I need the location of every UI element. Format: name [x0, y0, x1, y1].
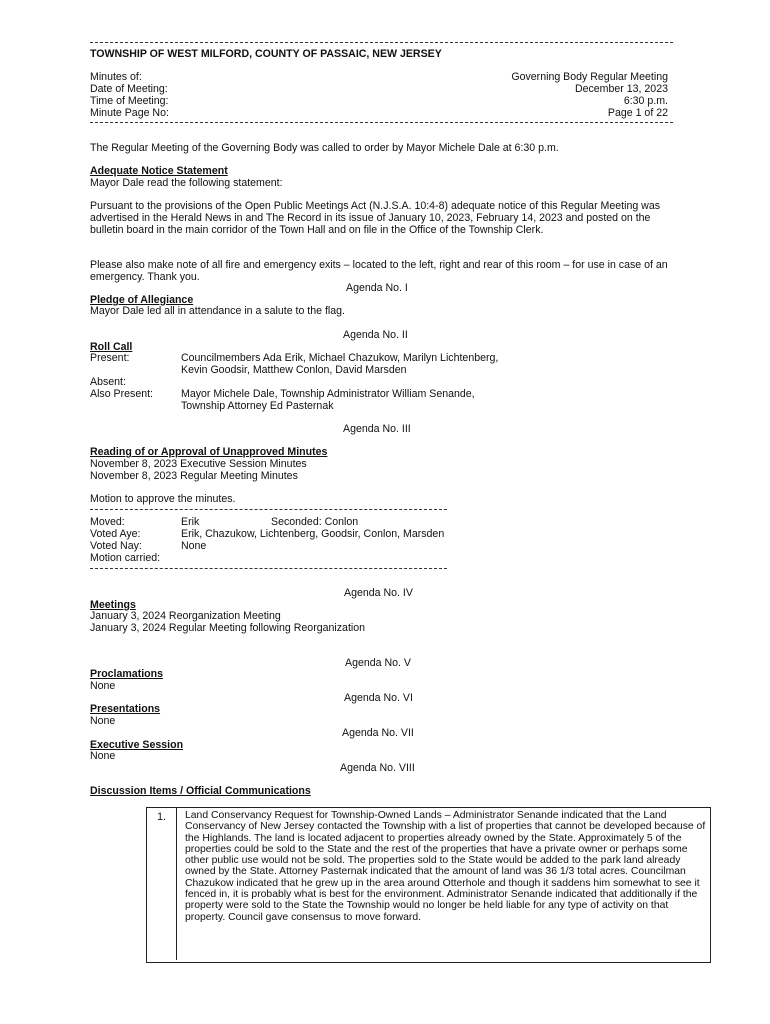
meetings-heading: Meetings	[90, 599, 136, 611]
divider-top	[90, 42, 673, 43]
roll-heading: Roll Call	[90, 341, 133, 353]
seconded-text: Seconded: Conlon	[271, 516, 359, 528]
document-title: TOWNSHIP OF WEST MILFORD, COUNTY OF PASSAIC, NEW JERSEY	[90, 48, 442, 60]
motion-text: Motion to approve the minutes.	[90, 493, 236, 505]
agenda-label-vi: Agenda No. VI	[344, 692, 413, 704]
presentations-text: None	[90, 715, 116, 727]
proclamations-text: None	[90, 680, 116, 692]
also-present-label: Also Present:	[90, 388, 154, 400]
voted-aye-value: Erik, Chazukow, Lichtenberg, Goodsir, Conlon, Marsden	[181, 528, 445, 540]
value-page: Page 1 of 22	[607, 107, 668, 119]
also-present-line-2: Township Attorney Ed Pasternak	[181, 400, 334, 412]
motion-divider-top	[90, 509, 447, 510]
value-minutes-of: Governing Body Regular Meeting	[511, 71, 668, 83]
minutes-line-1: November 8, 2023 Executive Session Minutes	[90, 458, 307, 470]
meetings-line-1: January 3, 2024 Reorganization Meeting	[90, 610, 281, 622]
label-page: Minute Page No:	[90, 107, 169, 119]
motion-divider-bottom	[90, 568, 447, 569]
present-line-2: Kevin Goodsir, Matthew Conlon, David Marsden	[181, 364, 407, 376]
meetings-line-2: January 3, 2024 Regular Meeting following Reorganization	[90, 622, 366, 634]
voted-aye-label: Voted Aye:	[90, 528, 141, 540]
moved-value: Erik	[181, 516, 200, 528]
executive-heading: Executive Session	[90, 739, 184, 751]
discussion-item-number: 1.	[147, 808, 177, 960]
agenda-label-v: Agenda No. V	[345, 657, 411, 669]
presentations-heading: Presentations	[90, 703, 161, 715]
agenda-label-viii: Agenda No. VIII	[340, 762, 415, 774]
discussion-heading: Discussion Items / Official Communications	[90, 785, 311, 797]
label-date: Date of Meeting:	[90, 83, 168, 95]
agenda-label-iii: Agenda No. III	[343, 423, 411, 435]
notice-heading: Adequate Notice Statement	[90, 165, 228, 177]
discussion-item-text: Land Conservancy Request for Township-Owned Lands – Administrator Senande indicated that the Land Conservancy of New Jersey contacted the Township with a list of properties that cannot be developed because of the Highlands. The land is located adjacent to properties already owned by the State. Approximately 5 of the properties could be sold to the State and the rest of the properties that have a private owner or perhaps some other public use would not be sold. The properties sold to the State would be added to the park land already owned by the State. Attorney Pasternak indicated that the amount of land was 36 1/3 total acres. Councilman Chazukow indicated that he grew up in the area around Otterhole and though it saddens him somewhat to see it fenced in, it is probably what is best for the environment. Administrator Senande indicated that additionally if the property were sold to the State the Township would no longer be held liable for any type of activity on that property. Council gave consensus to move forward.	[185, 810, 706, 923]
agenda-label-iv: Agenda No. IV	[344, 587, 413, 599]
proclamations-heading: Proclamations	[90, 668, 164, 680]
agenda-label-i: Agenda No. I	[346, 282, 408, 294]
label-time: Time of Meeting:	[90, 95, 169, 107]
present-label: Present:	[90, 352, 130, 364]
voted-nay-label: Voted Nay:	[90, 540, 142, 552]
emergency-paragraph: Please also make note of all fire and emergency exits – located to the left, right and rear of this room – for use in case of an emergency. Thank you.	[90, 259, 668, 283]
discussion-table	[146, 807, 711, 963]
pledge-heading: Pledge of Allegiance	[90, 294, 194, 306]
pledge-text: Mayor Dale led all in attendance in a salute to the flag.	[90, 305, 345, 317]
executive-text: None	[90, 750, 116, 762]
minutes-heading: Reading of or Approval of Unapproved Minutes	[90, 446, 328, 458]
label-minutes-of: Minutes of:	[90, 71, 142, 83]
voted-nay-value: None	[181, 540, 207, 552]
agenda-label-vii: Agenda No. VII	[342, 727, 414, 739]
notice-paragraph: Pursuant to the provisions of the Open Public Meetings Act (N.J.S.A. 10:4-8) adequate notice of this Regular Meeting was advertised in the Herald News in and The Record in its issue of January 10, 2023, February 14, 2023 and posted on the bulletin board in the main corridor of the Town Hall and on file in the Office of the Township Clerk.	[90, 200, 661, 236]
absent-label: Absent:	[90, 376, 126, 388]
value-time: 6:30 p.m.	[623, 95, 668, 107]
present-line-1: Councilmembers Ada Erik, Michael Chazukow, Marilyn Lichtenberg,	[181, 352, 499, 364]
value-date: December 13, 2023	[574, 83, 668, 95]
minutes-line-2: November 8, 2023 Regular Meeting Minutes	[90, 470, 298, 482]
notice-line: Mayor Dale read the following statement:	[90, 177, 283, 189]
divider-header	[90, 122, 673, 123]
agenda-label-ii: Agenda No. II	[343, 329, 408, 341]
motion-carried: Motion carried:	[90, 552, 161, 564]
also-present-line-1: Mayor Michele Dale, Township Administrator William Senande,	[181, 388, 475, 400]
moved-label: Moved:	[90, 516, 125, 528]
intro-text: The Regular Meeting of the Governing Body was called to order by Mayor Michele Dale at 6:30 p.m.	[90, 142, 559, 154]
